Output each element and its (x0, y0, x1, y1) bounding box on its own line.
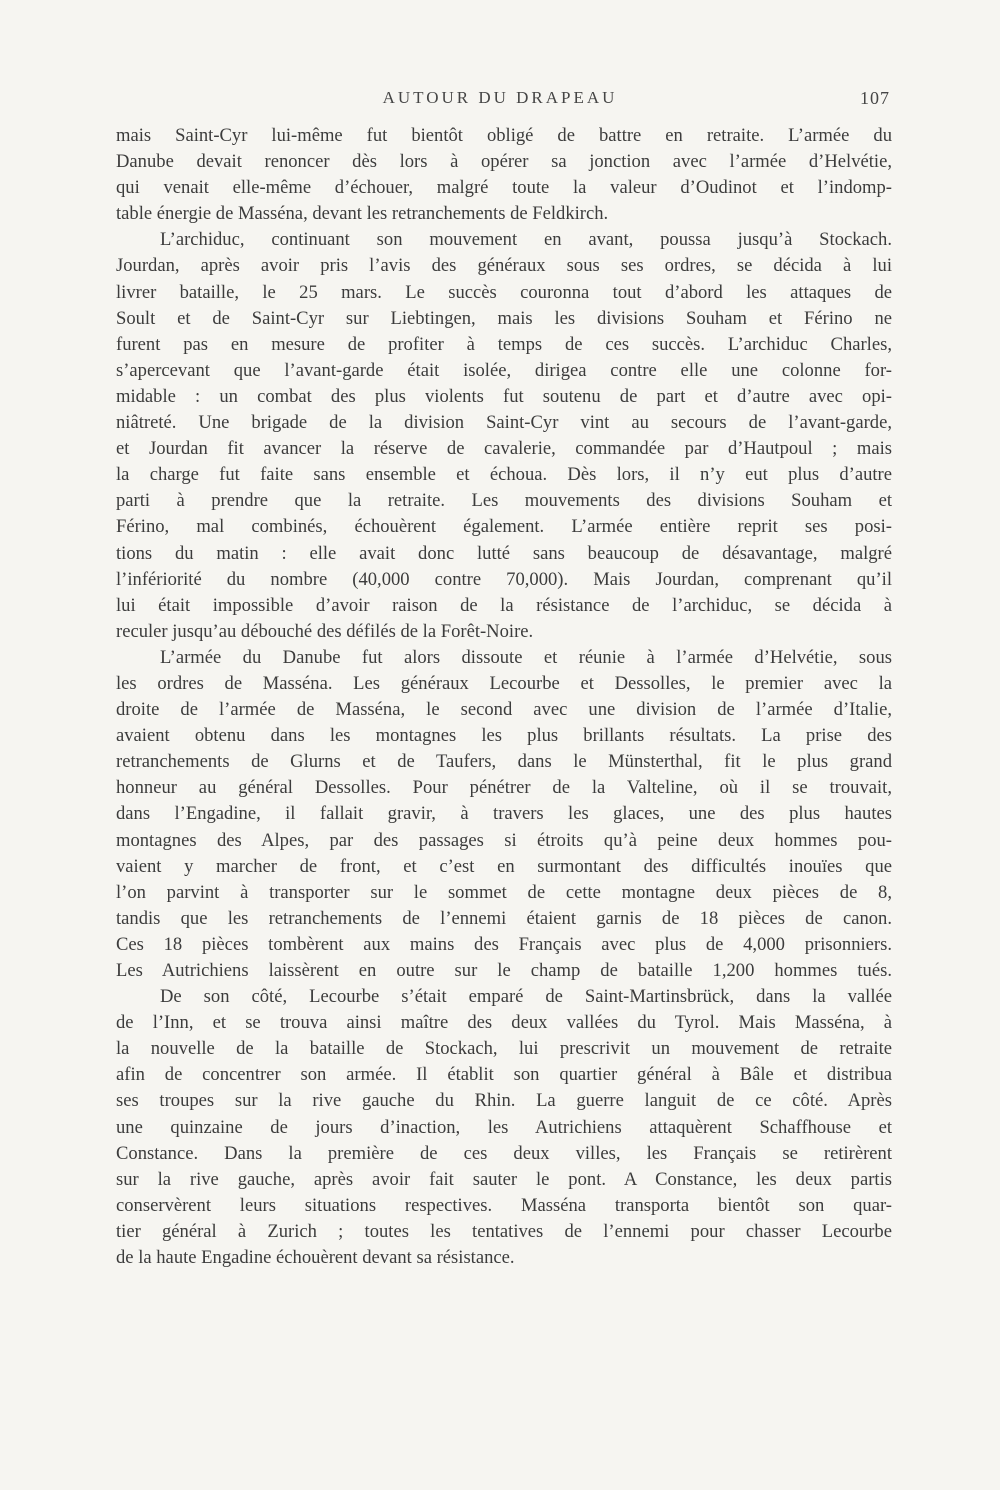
text-line: dans l’Engadine, il fallait gravir, à travers les glaces, une des plus hautes (116, 803, 892, 825)
text-line: honneur au général Dessolles. Pour pénétrer de la Valteline, où il se trouvait, (116, 777, 892, 799)
page-number: 107 (860, 88, 890, 108)
text-line: Les Autrichiens laissèrent en outre sur le champ de bataille 1,200 hommes tués. (116, 960, 892, 981)
text-line: tions du matin : elle avait donc lutté sans beaucoup de désavantage, malgré (116, 542, 892, 564)
text-line: l’infériorité du nombre (40,000 contre 70,000). Mais Jourdan, comprenant qu’il (116, 568, 892, 590)
text-line: reculer jusqu’au débouché des défilés de la Forêt-Noire. (116, 620, 534, 642)
text-line: livrer bataille, le 25 mars. Le succès couronna tout d’abord les attaques de (116, 281, 892, 303)
running-head (0, 88, 1000, 112)
running-title: AUTOUR DU DRAPEAU (382, 88, 618, 107)
text-line: afin de concentrer son armée. Il établit son quartier général à Bâle et distribua (116, 1064, 892, 1086)
text-line: de la haute Engadine échouèrent devant sa résistance. (116, 1247, 515, 1269)
text-line: De son côté, Lecourbe s’était emparé de Saint-Martinsbrück, dans la vallée (160, 986, 892, 1008)
text-line: et Jourdan fit avancer la réserve de cavalerie, commandée par d’Hautpoul ; mais (116, 438, 892, 460)
text-line: ses troupes sur la rive gauche du Rhin. La guerre languit de ce côté. Après (116, 1090, 892, 1112)
text-line: parti à prendre que la retraite. Les mouvements des divisions Souham et (116, 490, 892, 512)
text-line: niâtreté. Une brigade de la division Saint-Cyr vint au secours de l’avant-garde, (116, 412, 892, 434)
text-line: Danube devait renoncer dès lors à opérer sa jonction avec l’armée d’Helvétie, (116, 151, 892, 173)
text-line: L’archiduc, continuant son mouvement en avant, poussa jusqu’à Stockach. (160, 229, 892, 251)
text-line: une quinzaine de jours d’inaction, les Autrichiens attaquèrent Schaffhouse et (116, 1116, 892, 1138)
text-line: Ces 18 pièces tombèrent aux mains des Français avec plus de 4,000 prisonniers. (116, 933, 892, 955)
text-line: Soult et de Saint-Cyr sur Liebtingen, mais les divisions Souham et Férino ne (116, 307, 892, 329)
text-line: vaient y marcher de front, et c’est en surmontant des difficultés inouïes que (116, 855, 892, 877)
text-line: les ordres de Masséna. Les généraux Lecourbe et Dessolles, le premier avec la (116, 672, 892, 694)
text-line: de l’Inn, et se trouva ainsi maître des deux vallées du Tyrol. Mais Masséna, à (116, 1012, 892, 1034)
text-line: avaient obtenu dans les montagnes les plus brillants résultats. La prise des (116, 725, 892, 747)
text-line: Jourdan, après avoir pris l’avis des généraux sous ses ordres, se décida à lui (116, 255, 892, 277)
text-line: qui venait elle-même d’échouer, malgré toute la valeur d’Oudinot et l’indomp- (116, 177, 892, 199)
text-line: l’on parvint à transporter sur le sommet de cette montagne deux pièces de 8, (116, 881, 892, 903)
text-line: lui était impossible d’avoir raison de la résistance de l’archiduc, se décida à (116, 594, 892, 616)
text-line: sur la rive gauche, après avoir fait sauter le pont. A Constance, les deux partis (116, 1168, 892, 1190)
text-line: mais Saint-Cyr lui-même fut bientôt obligé de battre en retraite. L’armée du (116, 125, 892, 146)
text-line: furent pas en mesure de profiter à temps de ces succès. L’archiduc Charles, (116, 333, 892, 355)
text-line: tier général à Zurich ; toutes les tentatives de l’ennemi pour chasser Lecourbe (116, 1220, 892, 1242)
text-line: droite de l’armée de Masséna, le second avec une division de l’armée d’Italie, (116, 699, 892, 721)
text-line: table énergie de Masséna, devant les retranchements de Feldkirch. (116, 203, 609, 225)
text-line: la nouvelle de la bataille de Stockach, lui prescrivit un mouvement de retraite (116, 1038, 892, 1060)
text-line: conservèrent leurs situations respectives. Masséna transporta bientôt son quar- (116, 1194, 892, 1216)
text-line: Férino, mal combinés, échouèrent également. L’armée entière reprit ses posi- (116, 516, 892, 538)
text-line: retranchements de Glurns et de Taufers, dans le Münsterthal, fit le plus grand (116, 751, 892, 773)
text-line: la charge fut faite sans ensemble et échoua. Dès lors, il n’y eut plus d’autre (116, 464, 892, 486)
text-line: montagnes des Alpes, par des passages si étroits qu’à peine deux hommes pou- (116, 829, 892, 851)
text-line: Constance. Dans la première de ces deux villes, les Français se retirèrent (116, 1142, 892, 1164)
text-line: s’apercevant que l’avant-garde était isolée, dirigea contre elle une colonne for- (116, 359, 892, 381)
text-line: L’armée du Danube fut alors dissoute et réunie à l’armée d’Helvétie, sous (160, 646, 892, 668)
body-text (116, 123, 892, 1271)
text-line: midable : un combat des plus violents fut soutenu de part et d’autre avec opi- (116, 385, 892, 407)
text-line: tandis que les retranchements de l’ennemi étaient garnis de 18 pièces de canon. (116, 907, 892, 929)
